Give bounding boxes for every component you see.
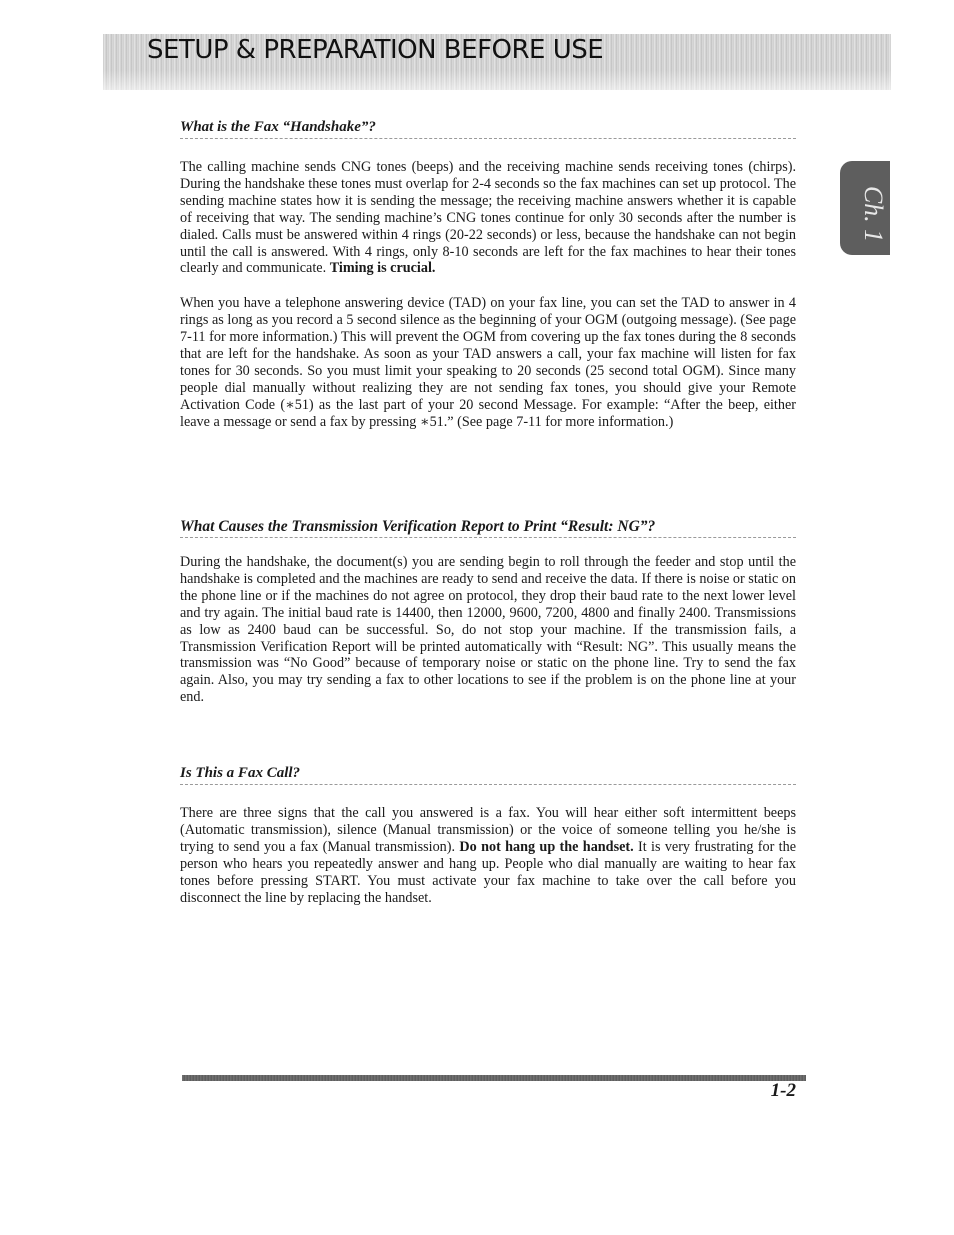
paragraph-text-continued: It is very frustrating for the person who hears you repeatedly answer and hang up. People who dial manually are waiting to hear fax tones before pressing START. You must activate your fax machine to take over the call before you disconnect the line by replacing the handset. bbox=[180, 838, 797, 906]
page-header-title: SETUP & PREPARATION BEFORE USE bbox=[147, 35, 604, 65]
section-heading: What is the Fax “Handshake”? bbox=[180, 118, 796, 139]
emphasis-text: Timing is crucial. bbox=[329, 260, 436, 277]
section-heading: Is This a Fax Call? bbox=[180, 764, 796, 785]
emphasis-text: Do not hang up the handset. bbox=[459, 838, 634, 855]
paragraph bbox=[180, 159, 796, 277]
chapter-tab-label: Ch. 1 bbox=[859, 185, 888, 243]
paragraph: During the handshake, the document(s) you are sending begin to roll through the feeder and stop until the handshake is completed and the machines are ready to send and receive the data. If there is noise or static on the phone line or if the machines do not agree on protocol, they drop their baud rate to the next lower level and try again. The initial baud rate is 14400, then 12000, 9600, 7200, 4800 and finally 2400. Transmissions as low as 2400 baud can be successful. So, do not stop your machine. If the transmission fails, a Transmission Verification Report will be printed automatically with “Result: NG”. This usually means the transmission was “No Good” because of temporary noise or static on the phone line. Try to send the fax again. Also, you may try sending a fax to other locations to see if the problem is on the phone line at your end. bbox=[180, 554, 796, 706]
section-heading: What Causes the Transmission Verification Report to Print “Result: NG”? bbox=[180, 517, 796, 538]
paragraph: When you have a telephone answering device (TAD) on your fax line, you can set the TAD to answer in 4 rings as long as you record a 5 second silence as the beginning of your OGM (outgoing message). (See page 7-11 for more information.) This will prevent the OGM from covering up the fax tones during the 8 seconds that are left for the handshake. As soon as your TAD answers a call, your fax machine will listen for fax tones for 30 seconds. So you must limit your speaking to 20 seconds (25 second total OGM). Since many people dial manually without realizing they are not sending fax tones, you should give your Remote Activation Code (∗51) as the last part of your 20 second Message. For example: “After the beep, either leave a message or send a fax by pressing ∗51.” (See page 7-11 for more information.) bbox=[180, 295, 796, 430]
section-result-ng bbox=[180, 517, 796, 720]
footer-rule bbox=[182, 1075, 806, 1081]
section-handshake bbox=[180, 118, 796, 445]
page-number: 1-2 bbox=[770, 1080, 796, 1101]
paragraph bbox=[180, 805, 796, 906]
paragraph-text: The calling machine sends CNG tones (beeps) and the receiving machine sends receiving tones (chirps). During the handshake these tones must overlap for 2-4 seconds so the fax machines can set up protocol. The sending machine states how it is sending the message; the receiving machine answers whether it is capable of receiving that way. The sending machine’s CNG tones continue for only 30 seconds after the number is dialed. Calls must be answered within 4 rings (20-22 seconds) or less, because the handshake can not begin until the call is answered. With 4 rings, only 8-10 seconds are left for the fax machines to hear their tones clearly and communicate. bbox=[180, 159, 796, 277]
paragraph-text: There are three signs that the call you answered is a fax. You will hear either soft intermittent beeps (Automatic transmission), silence (Manual transmission) or the voice of someone telling you he/she is trying to send you a fax (Manual transmission). bbox=[180, 805, 796, 855]
chapter-tab bbox=[840, 161, 890, 255]
section-fax-call bbox=[180, 764, 796, 920]
